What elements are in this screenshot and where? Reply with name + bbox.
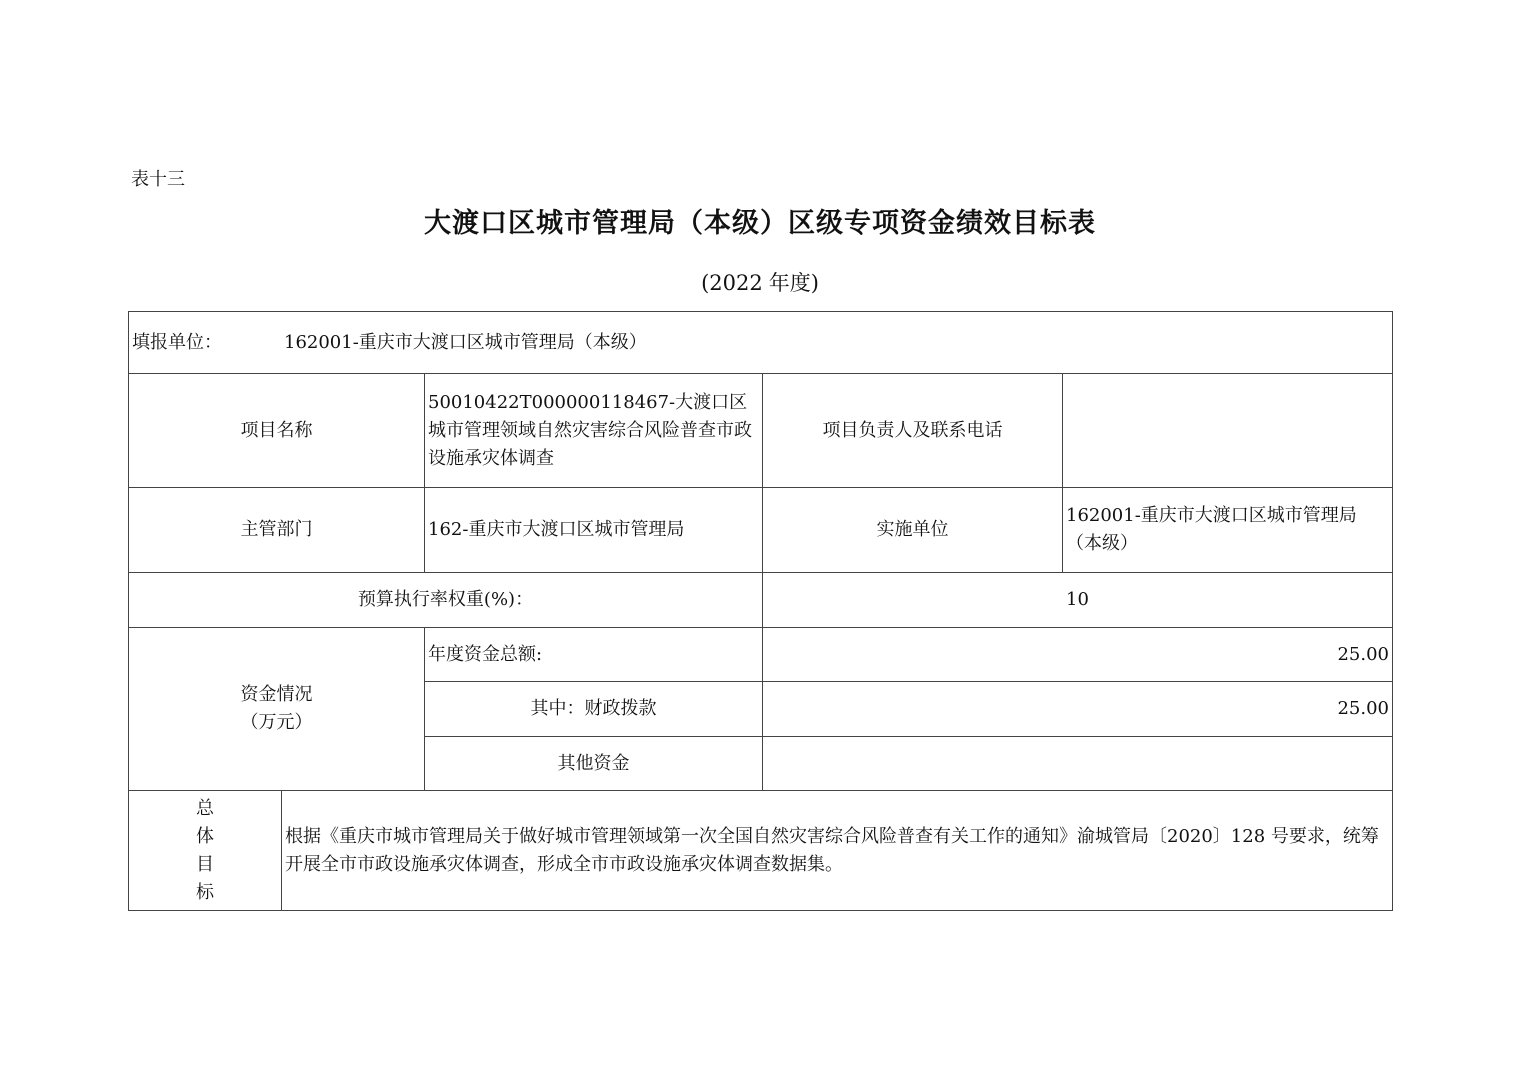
funds-label-cell [129, 628, 425, 791]
overall-goal-label [129, 791, 282, 911]
table-row [129, 573, 1393, 628]
overall-goal-char: 体 [196, 825, 214, 847]
annual-total-value: 25.00 [763, 628, 1393, 682]
overall-goal-char: 总 [196, 797, 214, 819]
reporting-unit-cell [129, 312, 1393, 374]
project-contact-label: 项目负责人及联系电话 [763, 374, 1063, 488]
other-funds-value [763, 737, 1393, 791]
fiscal-appropriation-label: 其中：财政拨款 [425, 682, 763, 737]
supervising-dept-label: 主管部门 [129, 488, 425, 573]
funds-unit: （万元） [240, 712, 313, 733]
reporting-unit-label: 填报单位： [132, 331, 222, 353]
project-name-value: 50010422T000000118467-大渡口区城市管理领域自然灾害综合风险普查市政设施承灾体调查 [425, 374, 763, 488]
page-title: 大渡口区城市管理局（本级）区级专项资金绩效目标表 [424, 208, 1096, 239]
funds-label: 资金情况 [240, 684, 313, 705]
budget-rate-value: 10 [763, 573, 1393, 628]
project-contact-value [1063, 374, 1393, 488]
fiscal-year-suffix: 年度) [768, 271, 819, 295]
implementing-unit-label: 实施单位 [763, 488, 1063, 573]
project-name-label: 项目名称 [129, 374, 425, 488]
other-funds-label: 其他资金 [425, 737, 763, 791]
budget-rate-label: 预算执行率权重(%)： [129, 573, 763, 628]
fiscal-appropriation-value: 25.00 [763, 682, 1393, 737]
overall-goal-char: 标 [196, 881, 214, 903]
table-row [129, 374, 1393, 488]
implementing-unit-value: 162001-重庆市大渡口区城市管理局（本级） [1063, 488, 1393, 573]
annual-total-label: 年度资金总额: [425, 628, 763, 682]
overall-goal-text: 根据《重庆市城市管理局关于做好城市管理领域第一次全国自然灾害综合风险普查有关工作的通知》渝城管局〔2020〕128 号要求，统筹开展全市市政设施承灾体调查，形成全市市政设施承灾体调查数据集。 [282, 791, 1393, 911]
overall-goal-char: 目 [196, 853, 214, 875]
table-row [129, 312, 1393, 374]
table-row [129, 488, 1393, 573]
performance-goal-table [128, 311, 1393, 911]
fiscal-year [0, 268, 1520, 298]
reporting-unit-value: 162001-重庆市大渡口区城市管理局（本级） [284, 331, 647, 353]
supervising-dept-value: 162-重庆市大渡口区城市管理局 [425, 488, 763, 573]
table-number: 表十三 [131, 169, 185, 190]
fiscal-year-number: (2022 [701, 271, 763, 295]
table-row [129, 628, 1393, 682]
table-row [129, 791, 1393, 911]
